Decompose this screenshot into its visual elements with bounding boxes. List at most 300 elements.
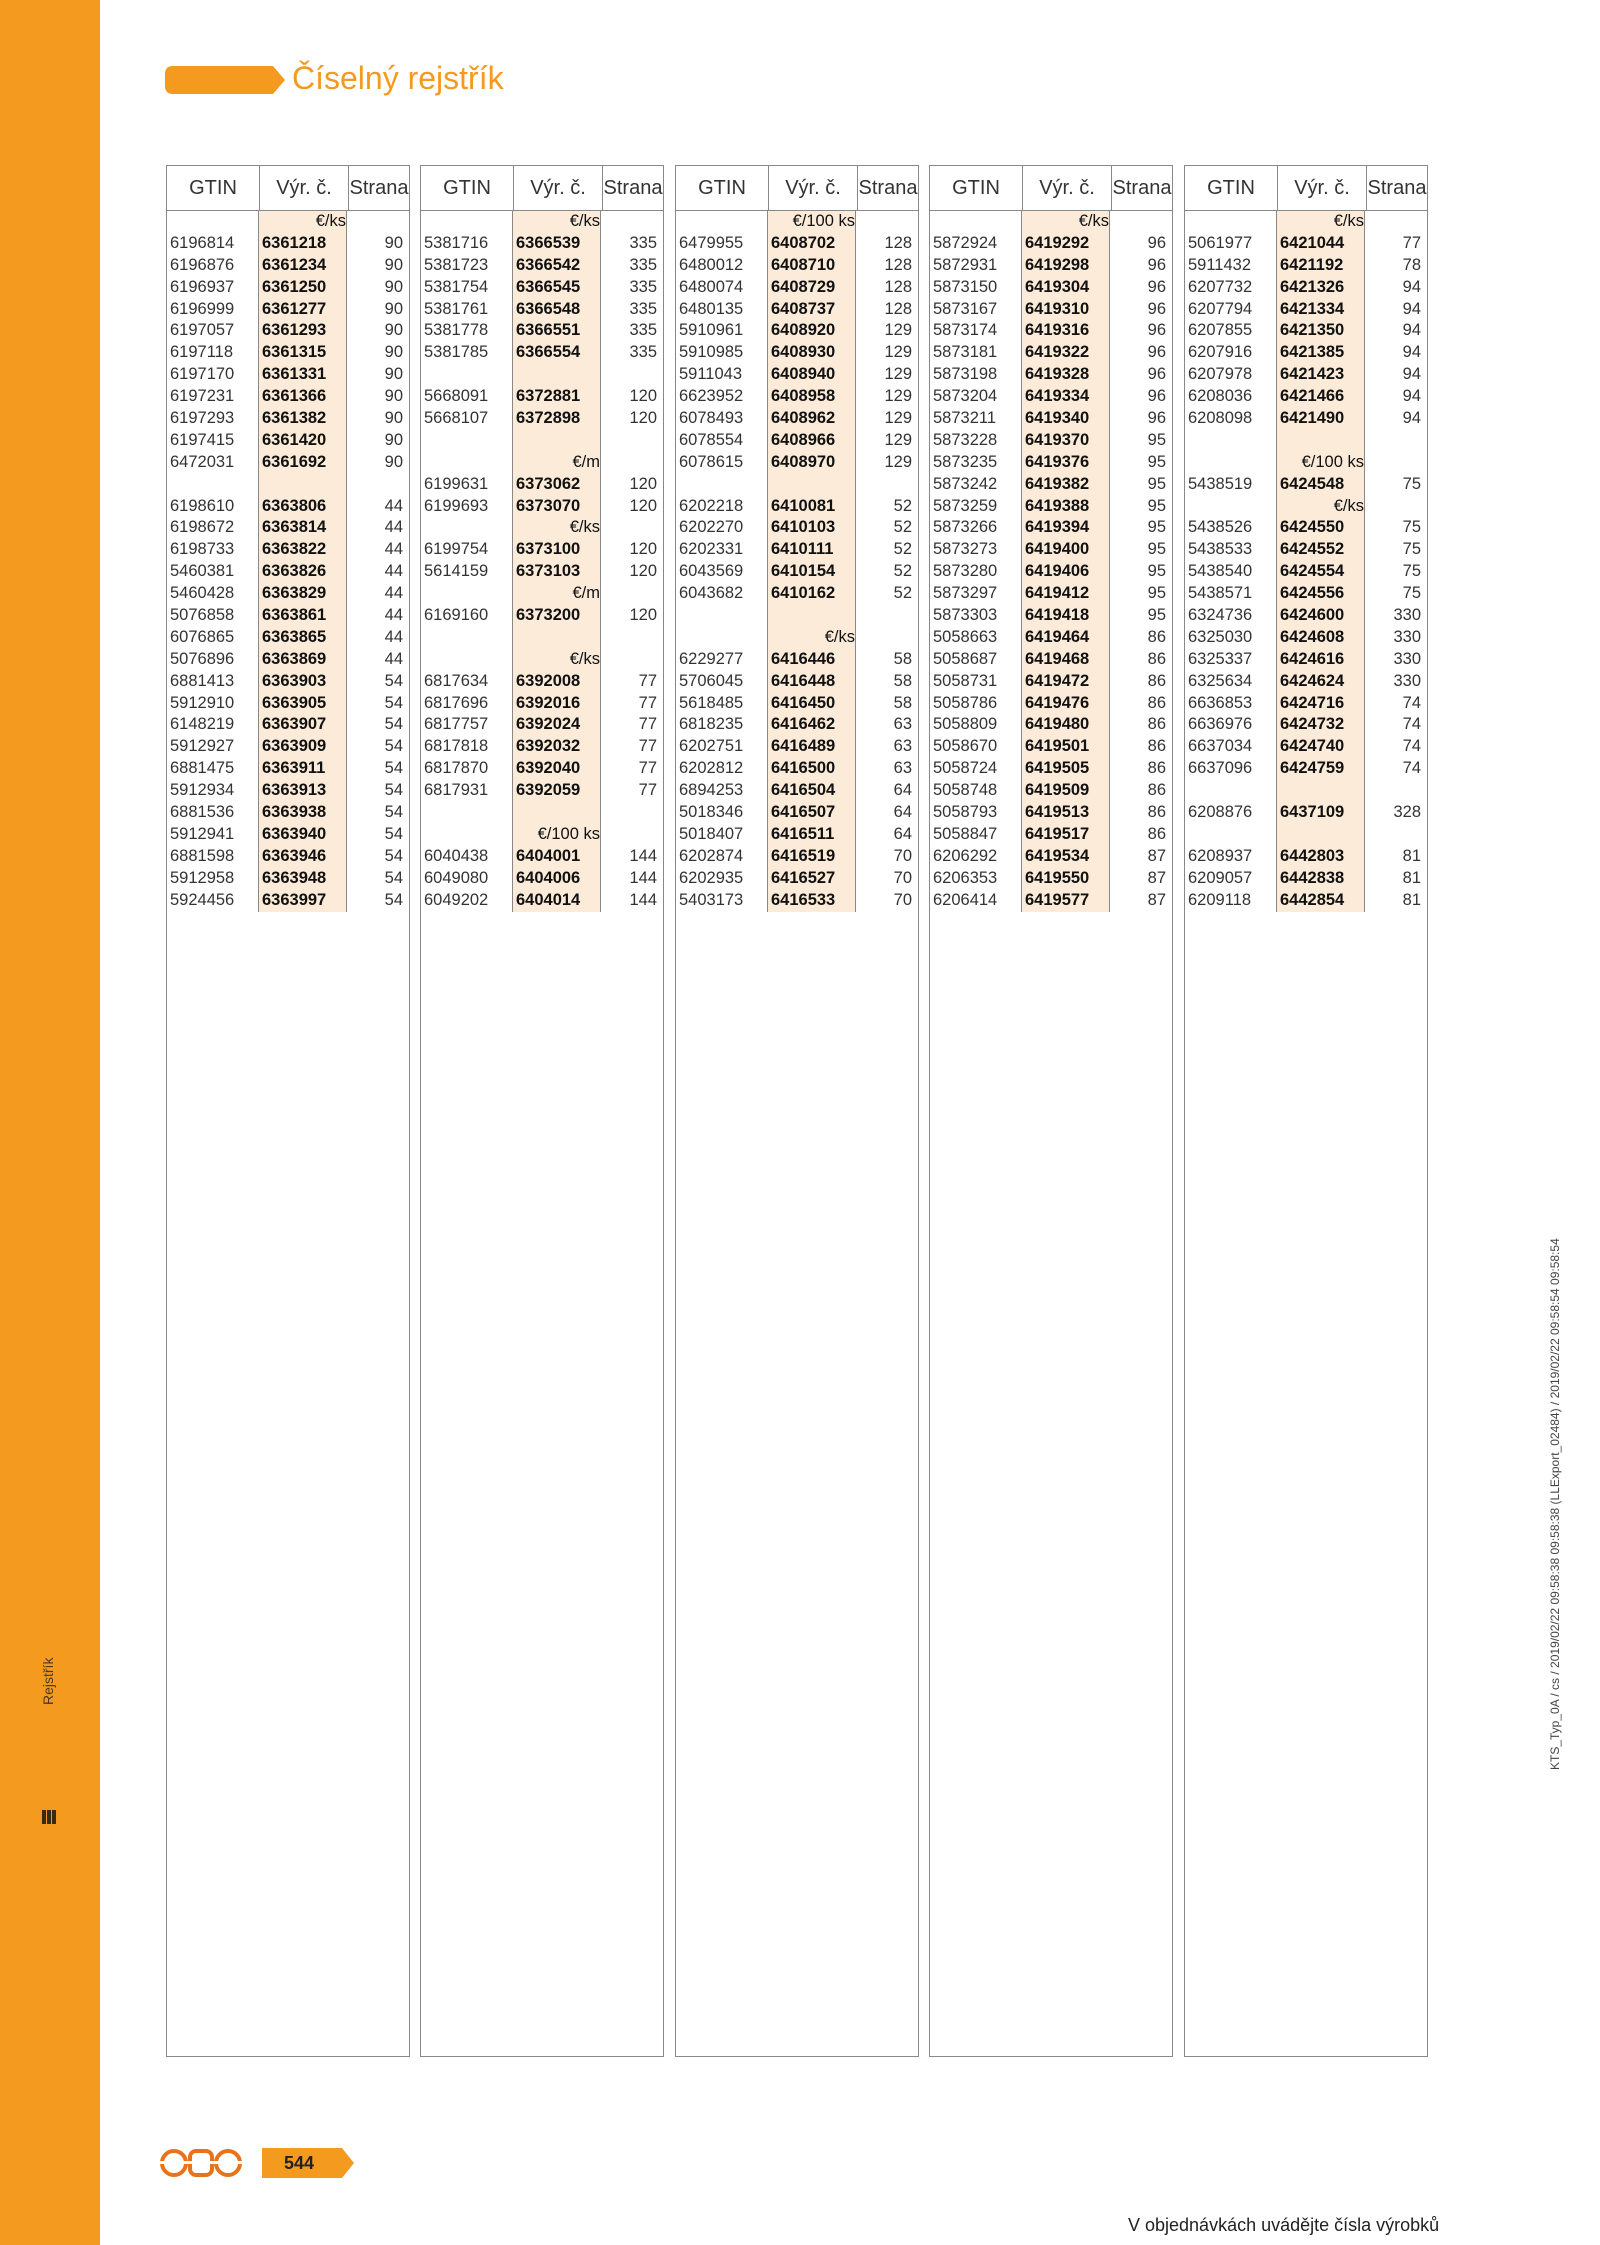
page-cell: 86 xyxy=(1147,649,1166,668)
gtin-cell: 5873211 xyxy=(930,408,1022,430)
gtin-cell: 5438533 xyxy=(1185,539,1277,561)
page-cell: 75 xyxy=(1402,518,1421,537)
product-number-cell: 6419468 xyxy=(1022,649,1110,671)
gtin-cell: 6206353 xyxy=(930,868,1022,890)
product-number-cell: 6424550 xyxy=(1277,517,1365,539)
product-number-cell: 6419406 xyxy=(1022,561,1110,583)
table-row xyxy=(167,780,409,802)
table-row xyxy=(676,496,918,518)
product-number-cell: 6416527 xyxy=(768,868,856,890)
product-number-cell: 6361234 xyxy=(259,255,347,277)
page-cell: 54 xyxy=(384,715,403,734)
table-row xyxy=(930,430,1172,452)
price-unit: €/ks xyxy=(1333,212,1364,230)
table-row xyxy=(421,320,663,342)
table-row xyxy=(167,386,409,408)
page-cell: 94 xyxy=(1402,409,1421,428)
header-arrow-icon xyxy=(165,66,285,94)
unit-row xyxy=(1185,452,1427,474)
sidebar-band xyxy=(0,0,100,2245)
table-row xyxy=(930,539,1172,561)
table-row xyxy=(676,342,918,364)
gtin-cell: 6198610 xyxy=(167,496,259,518)
spacer-row xyxy=(1185,824,1427,846)
product-number-cell: 6421423 xyxy=(1277,364,1365,386)
gtin-cell: 5873167 xyxy=(930,299,1022,321)
product-number-cell: 6408966 xyxy=(768,430,856,452)
table-row xyxy=(421,758,663,780)
gtin-cell: 6206292 xyxy=(930,846,1022,868)
column-header xyxy=(421,166,663,211)
table-row xyxy=(1185,255,1427,277)
page-cell: 95 xyxy=(1147,562,1166,581)
page-cell: 95 xyxy=(1147,430,1166,449)
product-number-cell: 6361382 xyxy=(259,408,347,430)
page-cell: 90 xyxy=(384,387,403,406)
price-unit: €/ks xyxy=(1078,212,1109,230)
page-cell: 96 xyxy=(1147,365,1166,384)
page-cell: 96 xyxy=(1147,277,1166,296)
product-number-cell: 6424552 xyxy=(1277,539,1365,561)
product-number-cell: 6419376 xyxy=(1022,452,1110,474)
table-row xyxy=(930,736,1172,758)
price-unit: €/ks xyxy=(569,212,600,230)
product-number-cell: 6366554 xyxy=(513,342,601,364)
page-cell: 52 xyxy=(893,496,912,515)
table-row xyxy=(167,539,409,561)
gtin-cell: 5460428 xyxy=(167,583,259,605)
page-cell: 54 xyxy=(384,890,403,909)
table-row xyxy=(1185,802,1427,824)
table-row xyxy=(930,714,1172,736)
page-cell: 128 xyxy=(884,255,912,274)
table-row xyxy=(930,386,1172,408)
table-row xyxy=(1185,627,1427,649)
gtin-cell: 5403173 xyxy=(676,890,768,912)
table-row xyxy=(930,474,1172,496)
gtin-cell: 6078493 xyxy=(676,408,768,430)
gtin-cell: 6049202 xyxy=(421,890,513,912)
page-cell: 96 xyxy=(1147,387,1166,406)
table-row xyxy=(676,408,918,430)
product-number-cell: 6366548 xyxy=(513,299,601,321)
gtin-cell: 6894253 xyxy=(676,780,768,802)
product-number-cell: 6421385 xyxy=(1277,342,1365,364)
table-row xyxy=(421,671,663,693)
product-number-cell: 6408940 xyxy=(768,364,856,386)
gtin-cell: 6636853 xyxy=(1185,693,1277,715)
gtin-cell: 6209118 xyxy=(1185,890,1277,912)
gtin-cell: 5668091 xyxy=(421,386,513,408)
product-number-cell: 6419334 xyxy=(1022,386,1110,408)
gtin-cell: 5912941 xyxy=(167,824,259,846)
gtin-cell: 6202218 xyxy=(676,496,768,518)
price-unit: €/m xyxy=(572,452,600,471)
product-number-cell: 6363865 xyxy=(259,627,347,649)
gtin-cell: 6480074 xyxy=(676,277,768,299)
product-number-cell: 6408970 xyxy=(768,452,856,474)
index-column xyxy=(929,165,1173,2057)
page-cell: 90 xyxy=(384,299,403,318)
page-cell: 335 xyxy=(629,321,657,340)
table-row xyxy=(167,846,409,868)
gtin-cell: 6199754 xyxy=(421,539,513,561)
table-row xyxy=(676,452,918,474)
gtin-cell: 5438519 xyxy=(1185,474,1277,496)
gtin-cell: 6197415 xyxy=(167,430,259,452)
product-number-cell: 6404006 xyxy=(513,868,601,890)
page-cell: 90 xyxy=(384,255,403,274)
product-number-cell: 6373100 xyxy=(513,539,601,561)
gtin-cell: 6197170 xyxy=(167,364,259,386)
product-number-cell: 6408702 xyxy=(768,233,856,255)
page-cell: 54 xyxy=(384,824,403,843)
table-row xyxy=(167,868,409,890)
gtin-cell: 6817931 xyxy=(421,780,513,802)
gtin-cell: 6049080 xyxy=(421,868,513,890)
page-cell: 95 xyxy=(1147,540,1166,559)
gtin-cell: 6196937 xyxy=(167,277,259,299)
header-gtin: GTIN xyxy=(930,166,1023,210)
product-number-cell: 6392032 xyxy=(513,736,601,758)
gtin-cell: 6199693 xyxy=(421,496,513,518)
table-row xyxy=(930,605,1172,627)
spacer-row xyxy=(1185,430,1427,452)
product-number-cell: 6361293 xyxy=(259,320,347,342)
product-number-cell: 6416446 xyxy=(768,649,856,671)
product-number-cell: 6363907 xyxy=(259,714,347,736)
table-row xyxy=(1185,539,1427,561)
product-number-cell: 6408710 xyxy=(768,255,856,277)
page-cell: 96 xyxy=(1147,409,1166,428)
spacer-row xyxy=(676,605,918,627)
product-number-cell: 6363909 xyxy=(259,736,347,758)
table-row xyxy=(930,868,1172,890)
product-number-cell: 6361218 xyxy=(259,233,347,255)
product-number-cell: 6373070 xyxy=(513,496,601,518)
gtin-cell: 5706045 xyxy=(676,671,768,693)
page-cell: 90 xyxy=(384,233,403,252)
page-cell: 120 xyxy=(629,387,657,406)
product-number-cell: 6419298 xyxy=(1022,255,1110,277)
product-number-cell: 6424556 xyxy=(1277,583,1365,605)
gtin-cell: 6202935 xyxy=(676,868,768,890)
gtin-cell: 6208937 xyxy=(1185,846,1277,868)
gtin-cell: 6043682 xyxy=(676,583,768,605)
page-cell: 144 xyxy=(629,846,657,865)
gtin-cell: 6637034 xyxy=(1185,736,1277,758)
table-row xyxy=(930,561,1172,583)
unit-row xyxy=(421,452,663,474)
spacer-row xyxy=(421,364,663,386)
page-cell: 120 xyxy=(629,474,657,493)
header-gtin: GTIN xyxy=(167,166,260,210)
gtin-cell: 6169160 xyxy=(421,605,513,627)
index-column xyxy=(1184,165,1428,2057)
page-cell: 54 xyxy=(384,737,403,756)
page-cell: 81 xyxy=(1402,890,1421,909)
spacer-row xyxy=(167,474,409,496)
page-cell: 54 xyxy=(384,846,403,865)
table-row xyxy=(930,583,1172,605)
gtin-cell: 5058663 xyxy=(930,627,1022,649)
header-product-number: Výr. č. xyxy=(769,166,858,210)
unit-row xyxy=(1185,211,1427,233)
table-row xyxy=(1185,583,1427,605)
table-row xyxy=(421,714,663,736)
page-cell: 120 xyxy=(629,496,657,515)
table-row xyxy=(1185,868,1427,890)
product-number-cell: 6366542 xyxy=(513,255,601,277)
header-gtin: GTIN xyxy=(1185,166,1278,210)
product-number-cell: 6363861 xyxy=(259,605,347,627)
page-cell: 129 xyxy=(884,430,912,449)
gtin-cell: 5381761 xyxy=(421,299,513,321)
page-cell: 75 xyxy=(1402,540,1421,559)
spacer-row xyxy=(1185,780,1427,802)
gtin-cell: 6881598 xyxy=(167,846,259,868)
header-page: Strana xyxy=(349,176,409,199)
price-unit: €/100 ks xyxy=(1301,452,1364,471)
table-row xyxy=(421,890,663,912)
table-row xyxy=(1185,649,1427,671)
gtin-cell: 6472031 xyxy=(167,452,259,474)
gtin-cell: 5438540 xyxy=(1185,561,1277,583)
unit-row xyxy=(1185,496,1427,518)
page-cell: 44 xyxy=(384,606,403,625)
price-unit: €/100 ks xyxy=(537,824,600,843)
page-cell: 90 xyxy=(384,409,403,428)
page-cell: 54 xyxy=(384,868,403,887)
gtin-cell: 5438526 xyxy=(1185,517,1277,539)
unit-row xyxy=(421,517,663,539)
product-number-cell: 6363913 xyxy=(259,780,347,802)
page-cell: 90 xyxy=(384,430,403,449)
product-number-cell: 6363806 xyxy=(259,496,347,518)
unit-row xyxy=(421,824,663,846)
table-row xyxy=(1185,714,1427,736)
gtin-cell: 6198733 xyxy=(167,539,259,561)
gtin-cell: 6817634 xyxy=(421,671,513,693)
gtin-cell: 6208098 xyxy=(1185,408,1277,430)
gtin-cell: 6324736 xyxy=(1185,605,1277,627)
page-cell: 64 xyxy=(893,824,912,843)
product-number-cell: 6366539 xyxy=(513,233,601,255)
gtin-cell: 5381778 xyxy=(421,320,513,342)
gtin-cell: 5058687 xyxy=(930,649,1022,671)
table-row xyxy=(930,627,1172,649)
page-cell: 330 xyxy=(1393,627,1421,646)
product-number-cell: 6421192 xyxy=(1277,255,1365,277)
gtin-cell: 6202331 xyxy=(676,539,768,561)
gtin-cell: 5910985 xyxy=(676,342,768,364)
gtin-cell: 6148219 xyxy=(167,714,259,736)
page-cell: 335 xyxy=(629,299,657,318)
gtin-cell: 5912958 xyxy=(167,868,259,890)
table-row xyxy=(167,802,409,824)
product-number-cell: 6361366 xyxy=(259,386,347,408)
unit-row xyxy=(930,211,1172,233)
page-cell: 94 xyxy=(1402,277,1421,296)
table-row xyxy=(930,255,1172,277)
page-cell: 129 xyxy=(884,452,912,471)
price-unit: €/m xyxy=(572,584,600,603)
product-number-cell: 6416519 xyxy=(768,846,856,868)
table-row xyxy=(930,758,1172,780)
table-row xyxy=(1185,693,1427,715)
header-gtin: GTIN xyxy=(676,166,769,210)
gtin-cell: 6197118 xyxy=(167,342,259,364)
gtin-cell: 6202812 xyxy=(676,758,768,780)
header-product-number: Výr. č. xyxy=(260,166,349,210)
table-row xyxy=(421,342,663,364)
page-cell: 128 xyxy=(884,277,912,296)
gtin-cell: 6207978 xyxy=(1185,364,1277,386)
page-cell: 70 xyxy=(893,846,912,865)
gtin-cell: 6209057 xyxy=(1185,868,1277,890)
table-row xyxy=(167,342,409,364)
product-number-cell: 6437109 xyxy=(1277,802,1365,824)
product-number-cell: 6372898 xyxy=(513,408,601,430)
page-cell: 96 xyxy=(1147,255,1166,274)
page-number: 544 xyxy=(284,2153,315,2173)
table-row xyxy=(676,299,918,321)
page-cell: 86 xyxy=(1147,715,1166,734)
gtin-cell: 5381785 xyxy=(421,342,513,364)
table-row xyxy=(421,386,663,408)
product-number-cell: 6419340 xyxy=(1022,408,1110,430)
gtin-cell: 5058809 xyxy=(930,714,1022,736)
table-row xyxy=(167,583,409,605)
product-number-cell: 6392008 xyxy=(513,671,601,693)
table-row xyxy=(676,561,918,583)
spacer-row xyxy=(421,802,663,824)
index-column xyxy=(675,165,919,2057)
table-row xyxy=(676,517,918,539)
product-number-cell: 6419412 xyxy=(1022,583,1110,605)
page-cell: 58 xyxy=(893,649,912,668)
product-number-cell: 6408920 xyxy=(768,320,856,342)
product-number-cell: 6361315 xyxy=(259,342,347,364)
product-number-cell: 6416533 xyxy=(768,890,856,912)
table-row xyxy=(167,452,409,474)
page-cell: 335 xyxy=(629,233,657,252)
page-cell: 95 xyxy=(1147,518,1166,537)
gtin-cell: 5668107 xyxy=(421,408,513,430)
gtin-cell: 6043569 xyxy=(676,561,768,583)
gtin-cell: 5076858 xyxy=(167,605,259,627)
product-number-cell: 6419476 xyxy=(1022,693,1110,715)
page-cell: 330 xyxy=(1393,649,1421,668)
gtin-cell: 6325030 xyxy=(1185,627,1277,649)
gtin-cell: 5381716 xyxy=(421,233,513,255)
unit-row xyxy=(421,583,663,605)
page-cell: 94 xyxy=(1402,321,1421,340)
gtin-cell: 6817818 xyxy=(421,736,513,758)
table-row xyxy=(1185,233,1427,255)
gtin-cell: 6817757 xyxy=(421,714,513,736)
product-number-cell: 6424600 xyxy=(1277,605,1365,627)
product-number-cell: 6424732 xyxy=(1277,714,1365,736)
table-row xyxy=(676,430,918,452)
page-cell: 95 xyxy=(1147,584,1166,603)
table-row xyxy=(167,671,409,693)
product-number-cell: 6404001 xyxy=(513,846,601,868)
product-number-cell: 6419534 xyxy=(1022,846,1110,868)
table-row xyxy=(421,846,663,868)
table-row xyxy=(1185,736,1427,758)
product-number-cell: 6392040 xyxy=(513,758,601,780)
header-page: Strana xyxy=(1112,176,1172,199)
page-cell: 81 xyxy=(1402,868,1421,887)
page-cell: 58 xyxy=(893,671,912,690)
page-cell: 64 xyxy=(893,781,912,800)
gtin-cell: 5873273 xyxy=(930,539,1022,561)
gtin-cell: 6881536 xyxy=(167,802,259,824)
page-cell: 77 xyxy=(638,737,657,756)
gtin-cell: 5911432 xyxy=(1185,255,1277,277)
gtin-cell: 5872931 xyxy=(930,255,1022,277)
page-cell: 81 xyxy=(1402,846,1421,865)
product-number-cell: 6419394 xyxy=(1022,517,1110,539)
table-row xyxy=(930,693,1172,715)
table-row xyxy=(167,430,409,452)
gtin-cell: 6636976 xyxy=(1185,714,1277,736)
page-cell: 77 xyxy=(638,715,657,734)
page-cell: 94 xyxy=(1402,365,1421,384)
page-cell: 90 xyxy=(384,321,403,340)
page-cell: 328 xyxy=(1393,803,1421,822)
table-row xyxy=(167,255,409,277)
page-cell: 74 xyxy=(1402,737,1421,756)
page-cell: 64 xyxy=(893,803,912,822)
page-cell: 86 xyxy=(1147,781,1166,800)
table-row xyxy=(167,561,409,583)
gtin-cell: 5058847 xyxy=(930,824,1022,846)
table-row xyxy=(676,824,918,846)
product-number-cell: 6424616 xyxy=(1277,649,1365,671)
table-row xyxy=(167,824,409,846)
gtin-cell: 6199631 xyxy=(421,474,513,496)
gtin-cell: 6637096 xyxy=(1185,758,1277,780)
gtin-cell: 6881475 xyxy=(167,758,259,780)
page-cell: 120 xyxy=(629,606,657,625)
page-cell: 129 xyxy=(884,343,912,362)
page-cell: 44 xyxy=(384,649,403,668)
page-cell: 87 xyxy=(1147,868,1166,887)
gtin-cell: 6196876 xyxy=(167,255,259,277)
page-cell: 77 xyxy=(638,759,657,778)
price-unit: €/ks xyxy=(569,649,600,668)
table-row xyxy=(676,671,918,693)
header-page: Strana xyxy=(1367,176,1427,199)
product-number-cell: 6363822 xyxy=(259,539,347,561)
gtin-cell: 5460381 xyxy=(167,561,259,583)
gtin-cell: 5614159 xyxy=(421,561,513,583)
page-cell: 144 xyxy=(629,868,657,887)
product-number-cell: 6361250 xyxy=(259,277,347,299)
page-cell: 90 xyxy=(384,343,403,362)
footer-note: V objednávkách uvádějte čísla výrobků xyxy=(1128,2215,1440,2235)
header-product-number: Výr. č. xyxy=(1023,166,1112,210)
table-row xyxy=(930,671,1172,693)
page-cell: 75 xyxy=(1402,474,1421,493)
table-row xyxy=(930,517,1172,539)
table-row xyxy=(676,255,918,277)
column-header xyxy=(676,166,918,211)
page-cell: 77 xyxy=(1402,233,1421,252)
product-number-cell: 6442803 xyxy=(1277,846,1365,868)
